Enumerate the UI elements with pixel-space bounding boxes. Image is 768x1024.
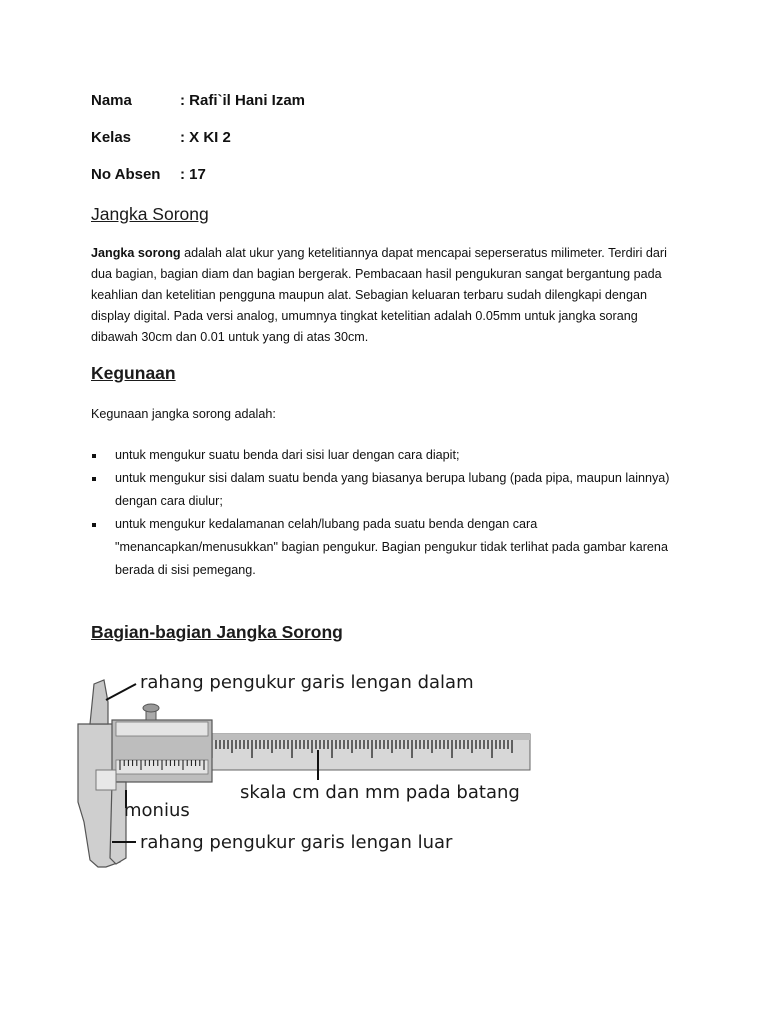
heading-kegunaan: Kegunaan xyxy=(91,363,176,383)
term-bold: Jangka sorong xyxy=(91,246,181,260)
field-value: : X KI 2 xyxy=(180,129,231,146)
kegunaan-intro: Kegunaan jangka sorong adalah: xyxy=(91,407,276,421)
definition-text: adalah alat ukur yang ketelitiannya dapat mencapai seperseratus milimeter. Terdiri dari dua bagian, bagian diam dan bagian bergerak. Pembacaan hasil pengukuran sangat bergantung pada keahlian dan ketelitian pengguna maupun alat. Sebagian keluaran terbaru sudah dilengkapi dengan display digital. Pada versi analog, umumnya tingkat ketelitian adalah 0.05mm untuk jangka sorang dibawah 30cm dan 0.01 untuk yang di atas 30cm. xyxy=(91,246,667,344)
jaw-slot xyxy=(96,770,116,790)
bullet-icon xyxy=(92,477,96,481)
field-value: : 17 xyxy=(180,166,206,183)
list-item: untuk mengukur suatu benda dari sisi luar dengan cara diapit; xyxy=(91,444,681,467)
inner-jaw-fixed xyxy=(90,680,108,724)
lock-screw-cap xyxy=(143,704,159,712)
heading-bagian: Bagian-bagian Jangka Sorong xyxy=(91,622,343,642)
list-item: untuk mengukur sisi dalam suatu benda yang biasanya berupa lubang (pada pipa, maupun lainnya) dengan cara diulur; xyxy=(91,467,681,513)
field-value: : Rafi`il Hani Izam xyxy=(180,92,306,109)
field-label: Nama xyxy=(91,92,132,109)
label-outer-jaw: rahang pengukur garis lengan luar xyxy=(140,832,453,853)
heading-jangka-sorong: Jangka Sorong xyxy=(91,204,209,224)
field-label: No Absen xyxy=(91,166,161,183)
list-item: untuk mengukur kedalamanan celah/lubang pada suatu benda dengan cara "menancapkan/menusukkan" bagian pengukur. Bagian pengukur tidak terlihat pada gambar karena berada di sisi pemegang. xyxy=(91,513,681,582)
bullet-icon xyxy=(92,454,96,458)
label-scale: skala cm dan mm pada batang xyxy=(240,782,520,803)
kegunaan-list xyxy=(91,444,681,582)
label-inner-jaw: rahang pengukur garis lengan dalam xyxy=(140,672,474,693)
slider-window xyxy=(116,722,208,736)
vernier-caliper-diagram xyxy=(60,662,540,868)
label-nonius: monius xyxy=(124,800,190,821)
moving-jaw xyxy=(110,782,126,864)
leader-inner-jaw xyxy=(106,684,136,700)
paragraph-definition xyxy=(91,243,681,348)
bullet-icon xyxy=(92,523,96,527)
field-label: Kelas xyxy=(91,129,132,146)
